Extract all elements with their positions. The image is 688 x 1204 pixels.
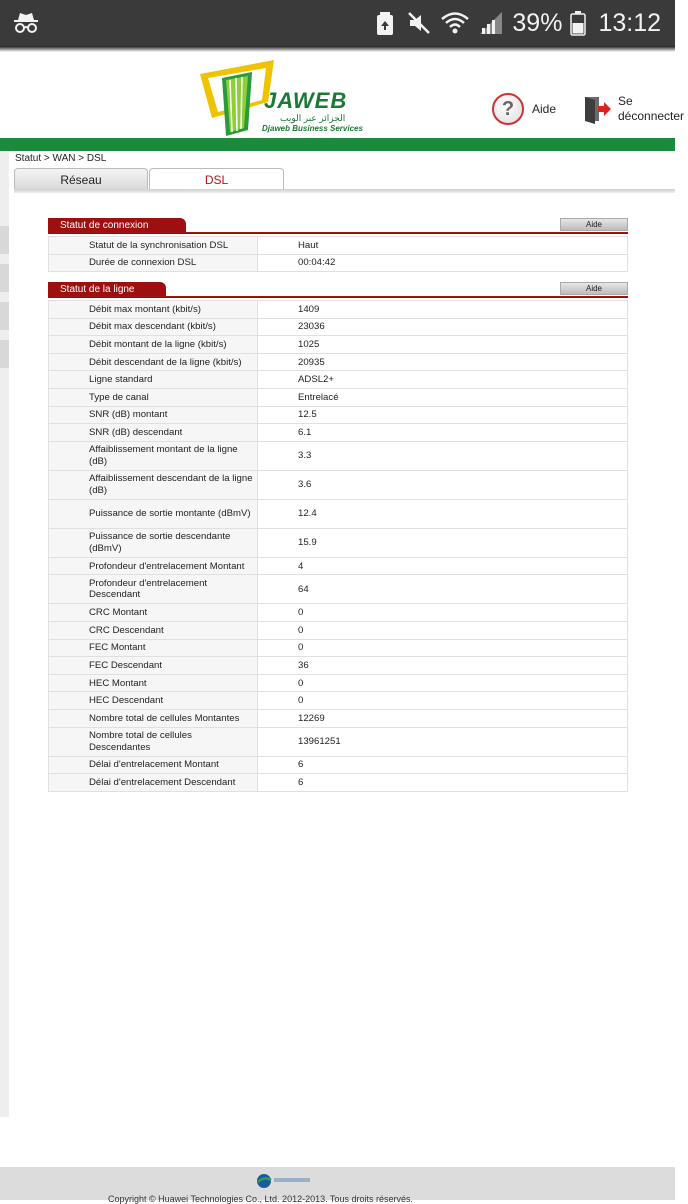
section-help-button[interactable]: Aide — [560, 218, 628, 231]
help-link[interactable] — [492, 93, 556, 125]
row-label: CRC Montant — [49, 604, 258, 622]
row-value: ADSL2+ — [258, 371, 628, 389]
row-value: 0 — [258, 621, 628, 639]
table-row — [49, 318, 628, 336]
section-header — [48, 218, 628, 234]
table-row — [49, 621, 628, 639]
breadcrumb: Statut > WAN > DSL — [15, 153, 107, 164]
connection-status-table — [48, 236, 628, 272]
clock: 13:12 — [598, 8, 661, 37]
row-label: Durée de connexion DSL — [49, 254, 258, 272]
table-row — [49, 756, 628, 774]
help-icon: ? — [492, 93, 524, 125]
row-value: 15.9 — [258, 528, 628, 557]
table-row — [49, 441, 628, 470]
tab-bar-underline — [14, 189, 675, 193]
table-row — [49, 604, 628, 622]
row-label: Nombre total de cellules Montantes — [49, 709, 258, 727]
row-label: Délai d'entrelacement Descendant — [49, 774, 258, 792]
table-row — [49, 424, 628, 442]
row-label: CRC Descendant — [49, 621, 258, 639]
table-row — [49, 254, 628, 272]
row-label: Type de canal — [49, 388, 258, 406]
row-label: Débit max descendant (kbit/s) — [49, 318, 258, 336]
row-label: FEC Montant — [49, 639, 258, 657]
battery-icon — [570, 10, 586, 36]
table-row — [49, 528, 628, 557]
page-footer — [0, 1167, 675, 1204]
line-status-table — [48, 300, 628, 792]
row-label: Délai d'entrelacement Montant — [49, 756, 258, 774]
table-row — [49, 336, 628, 354]
help-label: Aide — [532, 102, 557, 116]
header-green-bar — [0, 138, 675, 151]
battery-percent: 39% — [512, 8, 563, 37]
row-value: 0 — [258, 674, 628, 692]
table-row — [49, 557, 628, 575]
table-row — [49, 237, 628, 255]
tab-reseau[interactable]: Réseau — [14, 168, 148, 190]
row-value: 0 — [258, 604, 628, 622]
row-label: Profondeur d'entrelacement Montant — [49, 557, 258, 575]
row-label: SNR (dB) montant — [49, 406, 258, 424]
table-row — [49, 575, 628, 604]
row-value: 13961251 — [258, 727, 628, 756]
table-row — [49, 774, 628, 792]
table-row — [49, 371, 628, 389]
row-value: 3.3 — [258, 441, 628, 470]
left-menu-item[interactable] — [0, 340, 9, 368]
signal-icon — [478, 10, 504, 36]
row-value: 6 — [258, 756, 628, 774]
row-label: Affaiblissement montant de la ligne (dB) — [49, 441, 258, 470]
row-label: Statut de la synchronisation DSL — [49, 237, 258, 255]
tab-bar — [14, 168, 675, 190]
section-title: Statut de la ligne — [48, 282, 166, 298]
row-value: Haut — [258, 237, 628, 255]
row-label: HEC Montant — [49, 674, 258, 692]
table-row — [49, 499, 628, 528]
table-row — [49, 470, 628, 499]
row-value: 0 — [258, 639, 628, 657]
row-value: 36 — [258, 657, 628, 675]
left-menu-item[interactable] — [0, 226, 9, 254]
row-label: SNR (dB) descendant — [49, 424, 258, 442]
row-label: Débit montant de la ligne (kbit/s) — [49, 336, 258, 354]
page-header — [0, 52, 685, 138]
mute-icon — [406, 10, 432, 36]
row-value: Entrelacé — [258, 388, 628, 406]
row-value: 3.6 — [258, 470, 628, 499]
table-row — [49, 406, 628, 424]
left-menu-item[interactable] — [0, 302, 9, 330]
row-value: 12.5 — [258, 406, 628, 424]
table-row — [49, 692, 628, 710]
row-label: HEC Descendant — [49, 692, 258, 710]
row-value: 6.1 — [258, 424, 628, 442]
row-value: 12269 — [258, 709, 628, 727]
section-header — [48, 282, 628, 298]
row-label: Ligne standard — [49, 371, 258, 389]
row-value: 12.4 — [258, 499, 628, 528]
row-value: 23036 — [258, 318, 628, 336]
row-label: FEC Descendant — [49, 657, 258, 675]
section-help-button[interactable]: Aide — [560, 282, 628, 295]
copyright-text: Copyright © Huawei Technologies Co., Ltd. 2012-2013. Tous droits réservés. — [108, 1194, 413, 1204]
logo-subtitle: Djaweb Business Services — [262, 124, 363, 133]
table-row — [49, 657, 628, 675]
table-row — [49, 639, 628, 657]
logout-label: Se déconnecter — [618, 94, 685, 123]
android-status-bar — [0, 0, 675, 46]
row-value: 20935 — [258, 353, 628, 371]
section-title: Statut de connexion — [48, 218, 186, 234]
logo-wordmark: JAWEB — [264, 88, 348, 113]
row-label: Débit max montant (kbit/s) — [49, 301, 258, 319]
row-value: 00:04:42 — [258, 254, 628, 272]
row-label: Puissance de sortie montante (dBmV) — [49, 499, 258, 528]
row-label: Nombre total de cellules Descendantes — [49, 727, 258, 756]
table-row — [49, 709, 628, 727]
line-status-section — [48, 282, 628, 792]
row-value: 64 — [258, 575, 628, 604]
tab-dsl[interactable]: DSL — [149, 168, 284, 190]
row-value: 6 — [258, 774, 628, 792]
table-row — [49, 674, 628, 692]
logout-door-icon — [582, 94, 612, 124]
table-row — [49, 388, 628, 406]
row-value: 0 — [258, 692, 628, 710]
incognito-icon — [12, 9, 40, 37]
row-value: 4 — [258, 557, 628, 575]
table-row — [49, 301, 628, 319]
battery-saver-icon — [372, 10, 398, 36]
row-label: Profondeur d'entrelacement Descendant — [49, 575, 258, 604]
algerie-telecom-logo — [256, 1170, 316, 1190]
row-value: 1025 — [258, 336, 628, 354]
table-row — [49, 353, 628, 371]
row-label: Affaiblissement descendant de la ligne (dB) — [49, 470, 258, 499]
left-menu-item[interactable] — [0, 264, 9, 292]
wifi-icon — [440, 10, 470, 36]
logout-link[interactable] — [582, 94, 688, 124]
row-label: Puissance de sortie descendante (dBmV) — [49, 528, 258, 557]
row-label: Débit descendant de la ligne (kbit/s) — [49, 353, 258, 371]
table-row — [49, 727, 628, 756]
connection-status-section — [48, 218, 628, 272]
logo-arabic-tagline: الجزائر عبر الويب — [280, 113, 346, 123]
row-value: 1409 — [258, 301, 628, 319]
left-menu-edge — [0, 151, 9, 1117]
